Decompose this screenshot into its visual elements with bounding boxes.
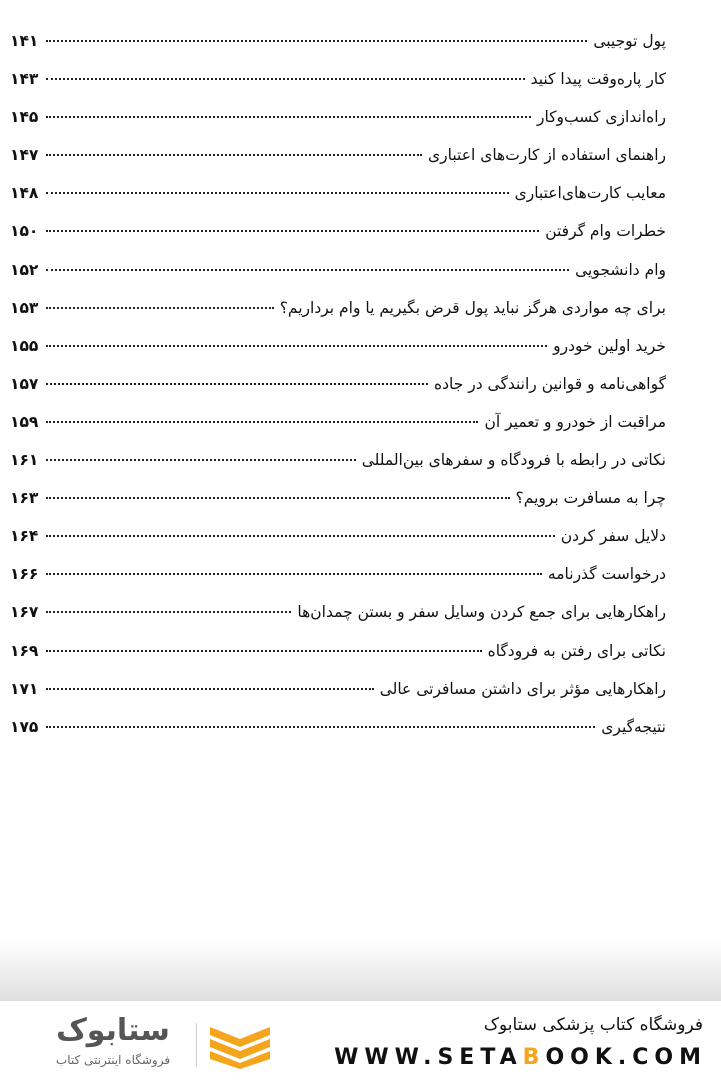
toc-title: راهنمای استفاده از کارت‌های اعتباری (428, 146, 666, 165)
toc-page-number: ۱۴۱ (10, 32, 39, 50)
toc-leader-dots (46, 116, 531, 118)
toc-row (10, 22, 666, 60)
toc-row (10, 60, 666, 98)
toc-page-number: ۱۷۵ (10, 717, 39, 736)
toc-row (10, 517, 666, 555)
toc-title: نکاتی برای رفتن به فرودگاه (487, 641, 666, 660)
toc-title: دلایل سفر کردن (560, 527, 666, 546)
toc-page-number: ۱۵۳ (10, 298, 39, 317)
toc-leader-dots (46, 688, 374, 690)
toc-row (10, 327, 666, 365)
toc-page-number: ۱۴۳ (10, 70, 39, 89)
toc-row (10, 403, 666, 441)
toc-page-number: ۱۵۵ (10, 336, 39, 355)
toc-title: کار پاره‌وقت پیدا کنید (530, 70, 666, 89)
toc-title: وام دانشجویی (575, 260, 666, 279)
table-of-contents (10, 22, 666, 746)
toc-page-number: ۱۵۲ (10, 260, 39, 279)
toc-title: پول توجیبی (593, 32, 666, 50)
toc-row (10, 555, 666, 593)
toc-title: گواهی‌نامه و قوانین رانندگی در جاده (433, 374, 666, 393)
toc-leader-dots (46, 650, 482, 652)
toc-row (10, 441, 666, 479)
toc-page-number: ۱۵۷ (10, 374, 39, 393)
toc-leader-dots (46, 345, 547, 347)
toc-page-number: ۱۶۷ (10, 603, 39, 622)
toc-leader-dots (46, 307, 274, 309)
toc-page-number: ۱۴۵ (10, 108, 39, 127)
toc-page-number: ۱۴۸ (10, 184, 39, 203)
toc-leader-dots (46, 40, 587, 42)
toc-row (10, 632, 666, 670)
toc-leader-dots (46, 535, 555, 537)
store-name: فروشگاه کتاب پزشکی ستابوک (483, 1015, 703, 1035)
toc-page-number: ۱۷۱ (10, 679, 39, 698)
book-chevron-logo-icon (205, 1019, 275, 1069)
toc-leader-dots (46, 421, 478, 423)
toc-title: راه‌اندازی کسب‌وکار (536, 108, 666, 127)
toc-leader-dots (46, 459, 356, 461)
logo-brand: ستابوک (56, 1013, 170, 1048)
store-url-part1: WWW.SETA (334, 1045, 523, 1070)
toc-row (10, 708, 666, 746)
toc-leader-dots (46, 383, 428, 385)
toc-leader-dots (46, 78, 525, 80)
store-url-part2: OOK.COM (545, 1045, 707, 1070)
toc-page-number: ۱۶۴ (10, 527, 39, 546)
toc-leader-dots (46, 230, 539, 232)
toc-page-number: ۱۴۷ (10, 146, 39, 165)
toc-row (10, 593, 666, 631)
toc-title: برای چه مواردی هرگز نباید پول قرض بگیریم یا وام برداریم؟ (279, 298, 666, 317)
toc-page-number: ۱۵۰ (10, 222, 39, 241)
toc-row (10, 365, 666, 403)
toc-row (10, 98, 666, 136)
toc-page-number: ۱۶۱ (10, 451, 39, 470)
store-url-accent: B (522, 1045, 546, 1070)
toc-leader-dots (46, 726, 595, 728)
toc-row (10, 479, 666, 517)
toc-page-number: ۱۵۹ (10, 412, 39, 431)
toc-row (10, 212, 666, 250)
toc-leader-dots (46, 154, 422, 156)
toc-row (10, 289, 666, 327)
toc-row (10, 251, 666, 289)
toc-leader-dots (46, 192, 509, 194)
toc-leader-dots (46, 269, 569, 271)
toc-title: راهکارهایی برای جمع کردن وسایل سفر و بستن چمدان‌ها (297, 603, 666, 622)
logo-subtitle: فروشگاه اینترنتی کتاب (55, 1053, 171, 1067)
toc-leader-dots (46, 611, 291, 613)
toc-row (10, 670, 666, 708)
toc-title: نتیجه‌گیری (601, 717, 666, 736)
toc-title: مراقبت از خودرو و تعمیر آن (484, 412, 666, 431)
toc-page-number: ۱۶۳ (10, 489, 39, 508)
toc-title: خرید اولین خودرو (553, 336, 666, 355)
toc-page-number: ۱۶۶ (10, 565, 39, 584)
toc-title: نکاتی در رابطه با فرودگاه و سفرهای بین‌المللی (361, 451, 666, 470)
footer-banner (0, 1000, 721, 1080)
toc-title: معایب کارت‌های‌اعتباری (514, 184, 666, 203)
toc-title: خطرات وام گرفتن (545, 222, 666, 241)
logo-divider (196, 1023, 197, 1067)
toc-leader-dots (46, 573, 542, 575)
store-url[interactable] (334, 1045, 707, 1070)
toc-title: درخواست گذرنامه (547, 565, 666, 584)
toc-leader-dots (46, 497, 510, 499)
toc-row (10, 174, 666, 212)
toc-page-number: ۱۶۹ (10, 641, 39, 660)
page-shadow (0, 940, 721, 1000)
toc-title: راهکارهایی مؤثر برای داشتن مسافرتی عالی (379, 679, 666, 698)
toc-row (10, 136, 666, 174)
toc-title: چرا به مسافرت برویم؟ (515, 489, 666, 508)
